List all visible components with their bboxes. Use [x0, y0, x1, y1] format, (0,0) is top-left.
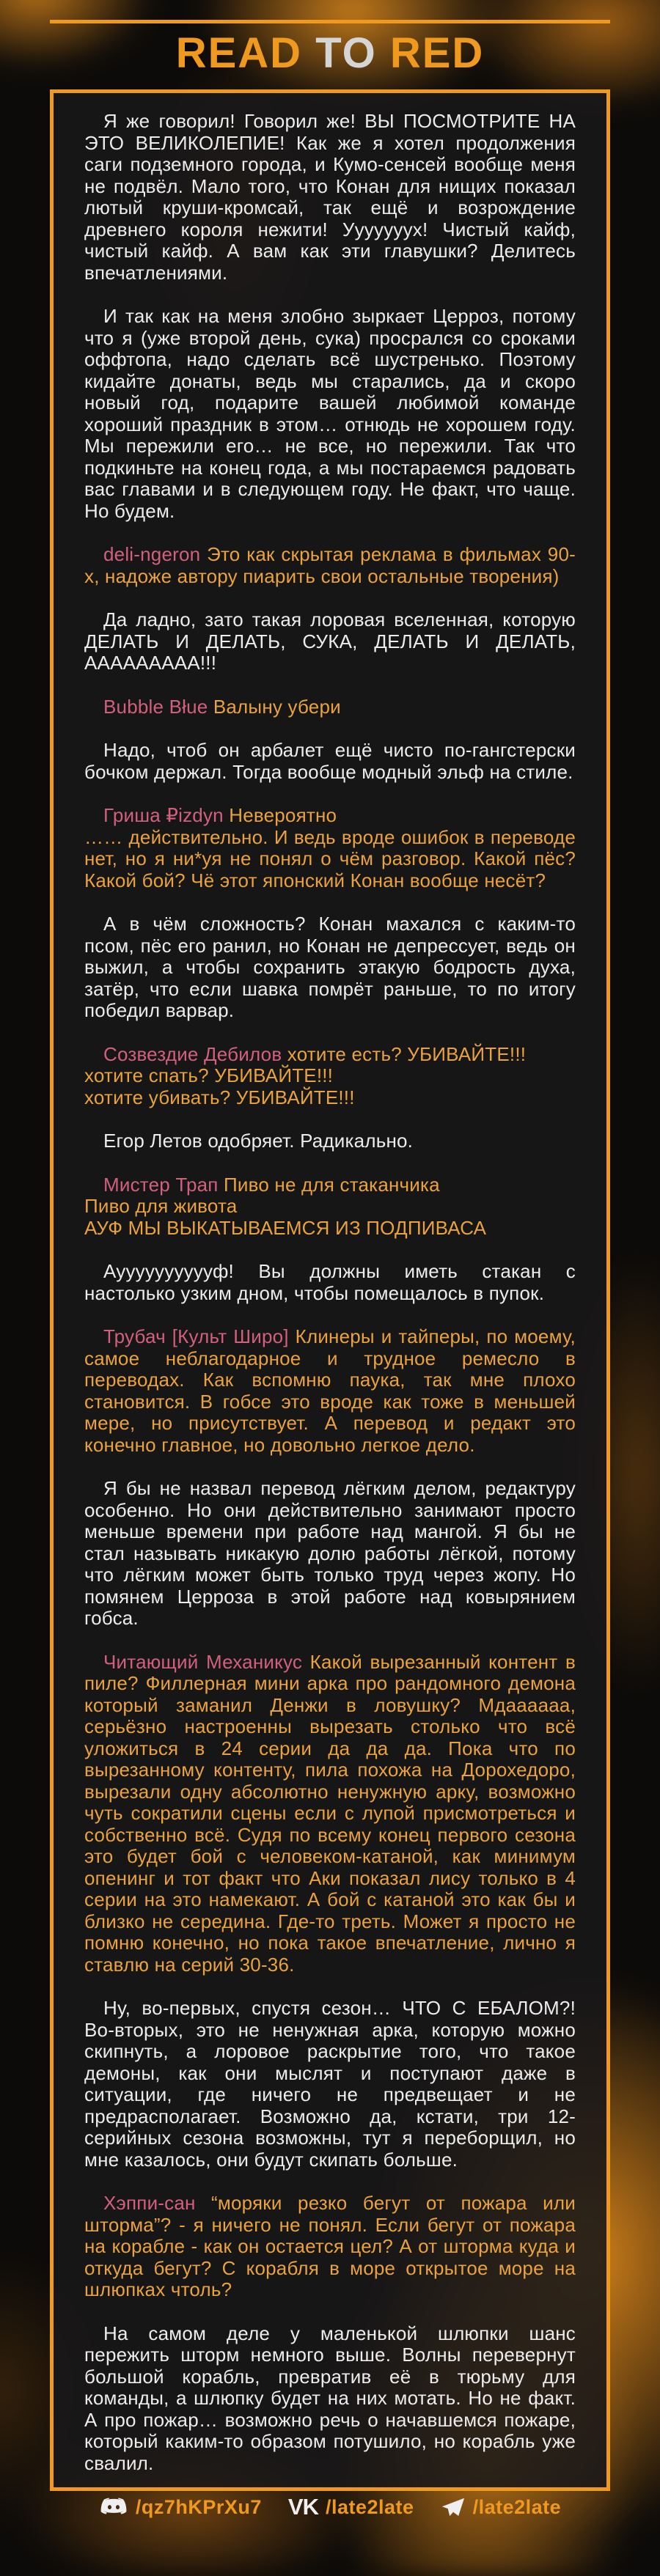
- reply-item: [84, 111, 576, 284]
- reply-paragraph: Егор Летов одобряет. Радикально.: [103, 1130, 414, 1152]
- reply-item: [84, 1130, 576, 1152]
- page-title: [0, 31, 660, 76]
- reply-paragraph: Я бы не назвал перевод лёгким делом, редактуру особенно. Но они действительно занимают просто меньше времени при работе над мангой. Я бы не стал называть никакую долю работы лёгкой, потому что лёгким может быть только труд через жопу. Но помянем Церроза в этой работе над ковырянием гобса.: [84, 1477, 576, 1629]
- discord-link[interactable]: [99, 2496, 262, 2519]
- comment-item: [84, 1652, 576, 1976]
- top-divider-rule: [50, 20, 610, 23]
- comment-username[interactable]: deli-ngeron: [103, 543, 201, 565]
- social-footer: [0, 2494, 660, 2520]
- title-word-red: RED: [389, 29, 485, 77]
- comment-username[interactable]: Хэппи-сан: [103, 2192, 196, 2214]
- reply-item: [84, 609, 576, 674]
- vk-link[interactable]: [288, 2494, 414, 2520]
- vk-handle[interactable]: /late2late: [325, 2495, 414, 2518]
- vk-icon: VK: [287, 2494, 318, 2520]
- reply-paragraph: Аууууууууууф! Вы должны иметь стакан с настолько узким дном, чтобы помещалось в пупок.: [84, 1260, 576, 1304]
- comment-item: [84, 2193, 576, 2301]
- comment-username[interactable]: Гриша ₽izdyn: [103, 804, 224, 826]
- reply-item: [84, 740, 576, 783]
- reply-item: [84, 1998, 576, 2171]
- telegram-icon: [441, 2496, 466, 2518]
- reply-paragraph: Я же говорил! Говорил же! ВЫ ПОСМОТРИТЕ НА ЭТО ВЕЛИКОЛЕПИЕ! Как же я хотел продолжения саги подземного города, и Кумо-сенсей вообще меня не подвёл. Мало того, что Конан для нищих показал лютый круши-кромсай, так ещё и возрождение древнего короля нежити! Ууууууух! Чистый кайф, чистый кайф. А вам как эти главушки? Делитесь впечатлениями.: [84, 110, 576, 284]
- reply-paragraph: Надо, чтоб он арбалет ещё чисто по-гангстерски бочком держал. Тогда вообще модный эльф на стиле.: [84, 739, 576, 783]
- comment-text: deli-ngeron Это как скрытая реклама в фильмах 90-х, надоже автору пиарить свои остальные творения): [84, 543, 576, 587]
- comment-item: [84, 544, 576, 587]
- reply-item: [84, 913, 576, 1022]
- reply-paragraph: Да ладно, зато такая лоровая вселенная, которую ДЕЛАТЬ И ДЕЛАТЬ, СУКА, ДЕЛАТЬ И ДЕЛАТЬ, ААААААААА!!!: [84, 608, 576, 674]
- comment-text: Читающий Механикус Какой вырезанный контент в пиле? Филлерная мини арка про рандомного демона который заманил Денжи в ловушку? Мдаааааа, серьёзно настроенны вырезать столько что всё уложиться в 24 серии да да да. Пока что по вырезанному контенту, пила похожа на Дорохедоро, вырезали одну абсолютно ненужную арку, возможно чуть сократили сцены если с лупой присмотреться и собственно всё. Судя по всему конец первого сезона это будет бой с человеком-катаной, как минимум опенинг и тот факт что Аки показал лису только в 4 серии на это намекают. А бой с катаной это как бы и близко не середина. Где-то треть. Может я просто не помню конечно, но пока такое впечатление, лично я ставлю на серий 30-36.: [84, 1650, 576, 1976]
- title-word-read: READ: [175, 29, 303, 77]
- comment-text: Мистер Трап Пиво не для стаканчика Пиво для живота АУФ МЫ ВЫКАТЫВАЕМСЯ ИЗ ПОДПИВАСА: [84, 1173, 487, 1239]
- reply-paragraph: На самом деле у маленькой шлюпки шанс пережить шторм немного выше. Волны перевернут большой корабль, превратив её в тюрьму для команды, а шлюпку будет на них мотать. Но не факт. А про пожар… возможно речь о начавшемся пожаре, который каким-то образом потушило, но корабль уже свалил.: [84, 2322, 576, 2474]
- reply-item: [84, 2323, 576, 2475]
- comment-item: [84, 805, 576, 891]
- telegram-handle[interactable]: /late2late: [472, 2495, 562, 2518]
- comment-username[interactable]: Трубач [Культ Широ]: [103, 1325, 289, 1347]
- title-word-to: TO: [315, 29, 377, 77]
- discord-handle[interactable]: /qz7hKPrXu7: [135, 2495, 262, 2518]
- comment-text: Созвездие Дебилов хотите есть? УБИВАЙТЕ!!! хотите спать? УБИВАЙТЕ!!! хотите убивать? УБИВАЙТЕ!!!: [84, 1042, 527, 1108]
- comment-username[interactable]: Созвездие Дебилов: [103, 1042, 282, 1065]
- reply-paragraph: И так как на меня злобно зыркает Церроз, потому что я (уже второй день, сука) просрался со сроками оффтопа, надо сделать всё шустренько. Поэтому кидайте донаты, ведь мы старались, да и скоро новый год, подарите вашей любимой команде хороший праздник в этом… отнюдь не хорошем году. Мы пережили его… не все, но пережили. Так что подкиньте на конец года, а мы постараемся радовать вас главами и в следующем году. Не факт, что чаще. Но будем.: [84, 305, 576, 522]
- comment-text: Трубач [Культ Широ] Клинеры и тайперы, по моему, самое неблагодарное и трудное ремесло в переводах. Как вспомню паука, так мне плохо становится. В гобсе это вроде как тоже в меньшей мере, но присутствует. А перевод и редакт это конечно главное, но довольно легкое дело.: [84, 1325, 576, 1456]
- comment-item: [84, 696, 576, 718]
- comment-username[interactable]: Мистер Трап: [103, 1173, 219, 1196]
- reply-item: [84, 1478, 576, 1630]
- comment-item: [84, 1326, 576, 1456]
- comment-item: [84, 1044, 576, 1109]
- comment-text: Bubble Błue Валыну убери: [103, 695, 341, 718]
- comment-item: [84, 1174, 576, 1240]
- comment-username[interactable]: Читающий Механикус: [103, 1650, 303, 1673]
- comment-text: Хэппи-сан “моряки резко бегут от пожара или шторма”? - я ничего не понял. Если бегут от пожара на корабле - как он остается цел? А от шторма куда и откуда бегут? С корабля в море открытое море на шлюпках чтоль?: [84, 2192, 576, 2300]
- comment-text: Гриша ₽izdyn Невероятно …… действительно. И ведь вроде ошибок в переводе нет, но я ни*уя не понял о чём разговор. Какой пёс? Какой бой? Чё этот японский Конан вообще несёт?: [84, 804, 576, 891]
- reply-paragraph: А в чём сложность? Конан махался с каким-то псом, пёс его ранил, но Конан не депрессует, ведь он выжил, а чтобы сохранить этакую бодрость духа, затёр, что если шавка помрёт раньше, то по итогу победил варвар.: [84, 913, 576, 1021]
- reply-item: [84, 306, 576, 522]
- telegram-link[interactable]: [441, 2496, 562, 2519]
- comment-username[interactable]: Bubble Błue: [103, 695, 208, 718]
- feed: [84, 111, 576, 2491]
- reply-item: [84, 1261, 576, 1304]
- reply-paragraph: Ну, во-первых, спустя сезон… ЧТО С ЕБАЛОМ?! Во-вторых, это не ненужная арка, которую можно скипнуть, а лоровое раскрытие того, что такое демоны, как они мыслят и поступают даже в ситуации, где ничего не предвещает и не предрасполагает. Возможно да, кстати, три 12-серийных сезона возможны, тут я переборщил, но мне казалось, они будут скипать больше.: [84, 1997, 576, 2171]
- content-box: [50, 89, 610, 2491]
- discord-icon: [99, 2496, 128, 2519]
